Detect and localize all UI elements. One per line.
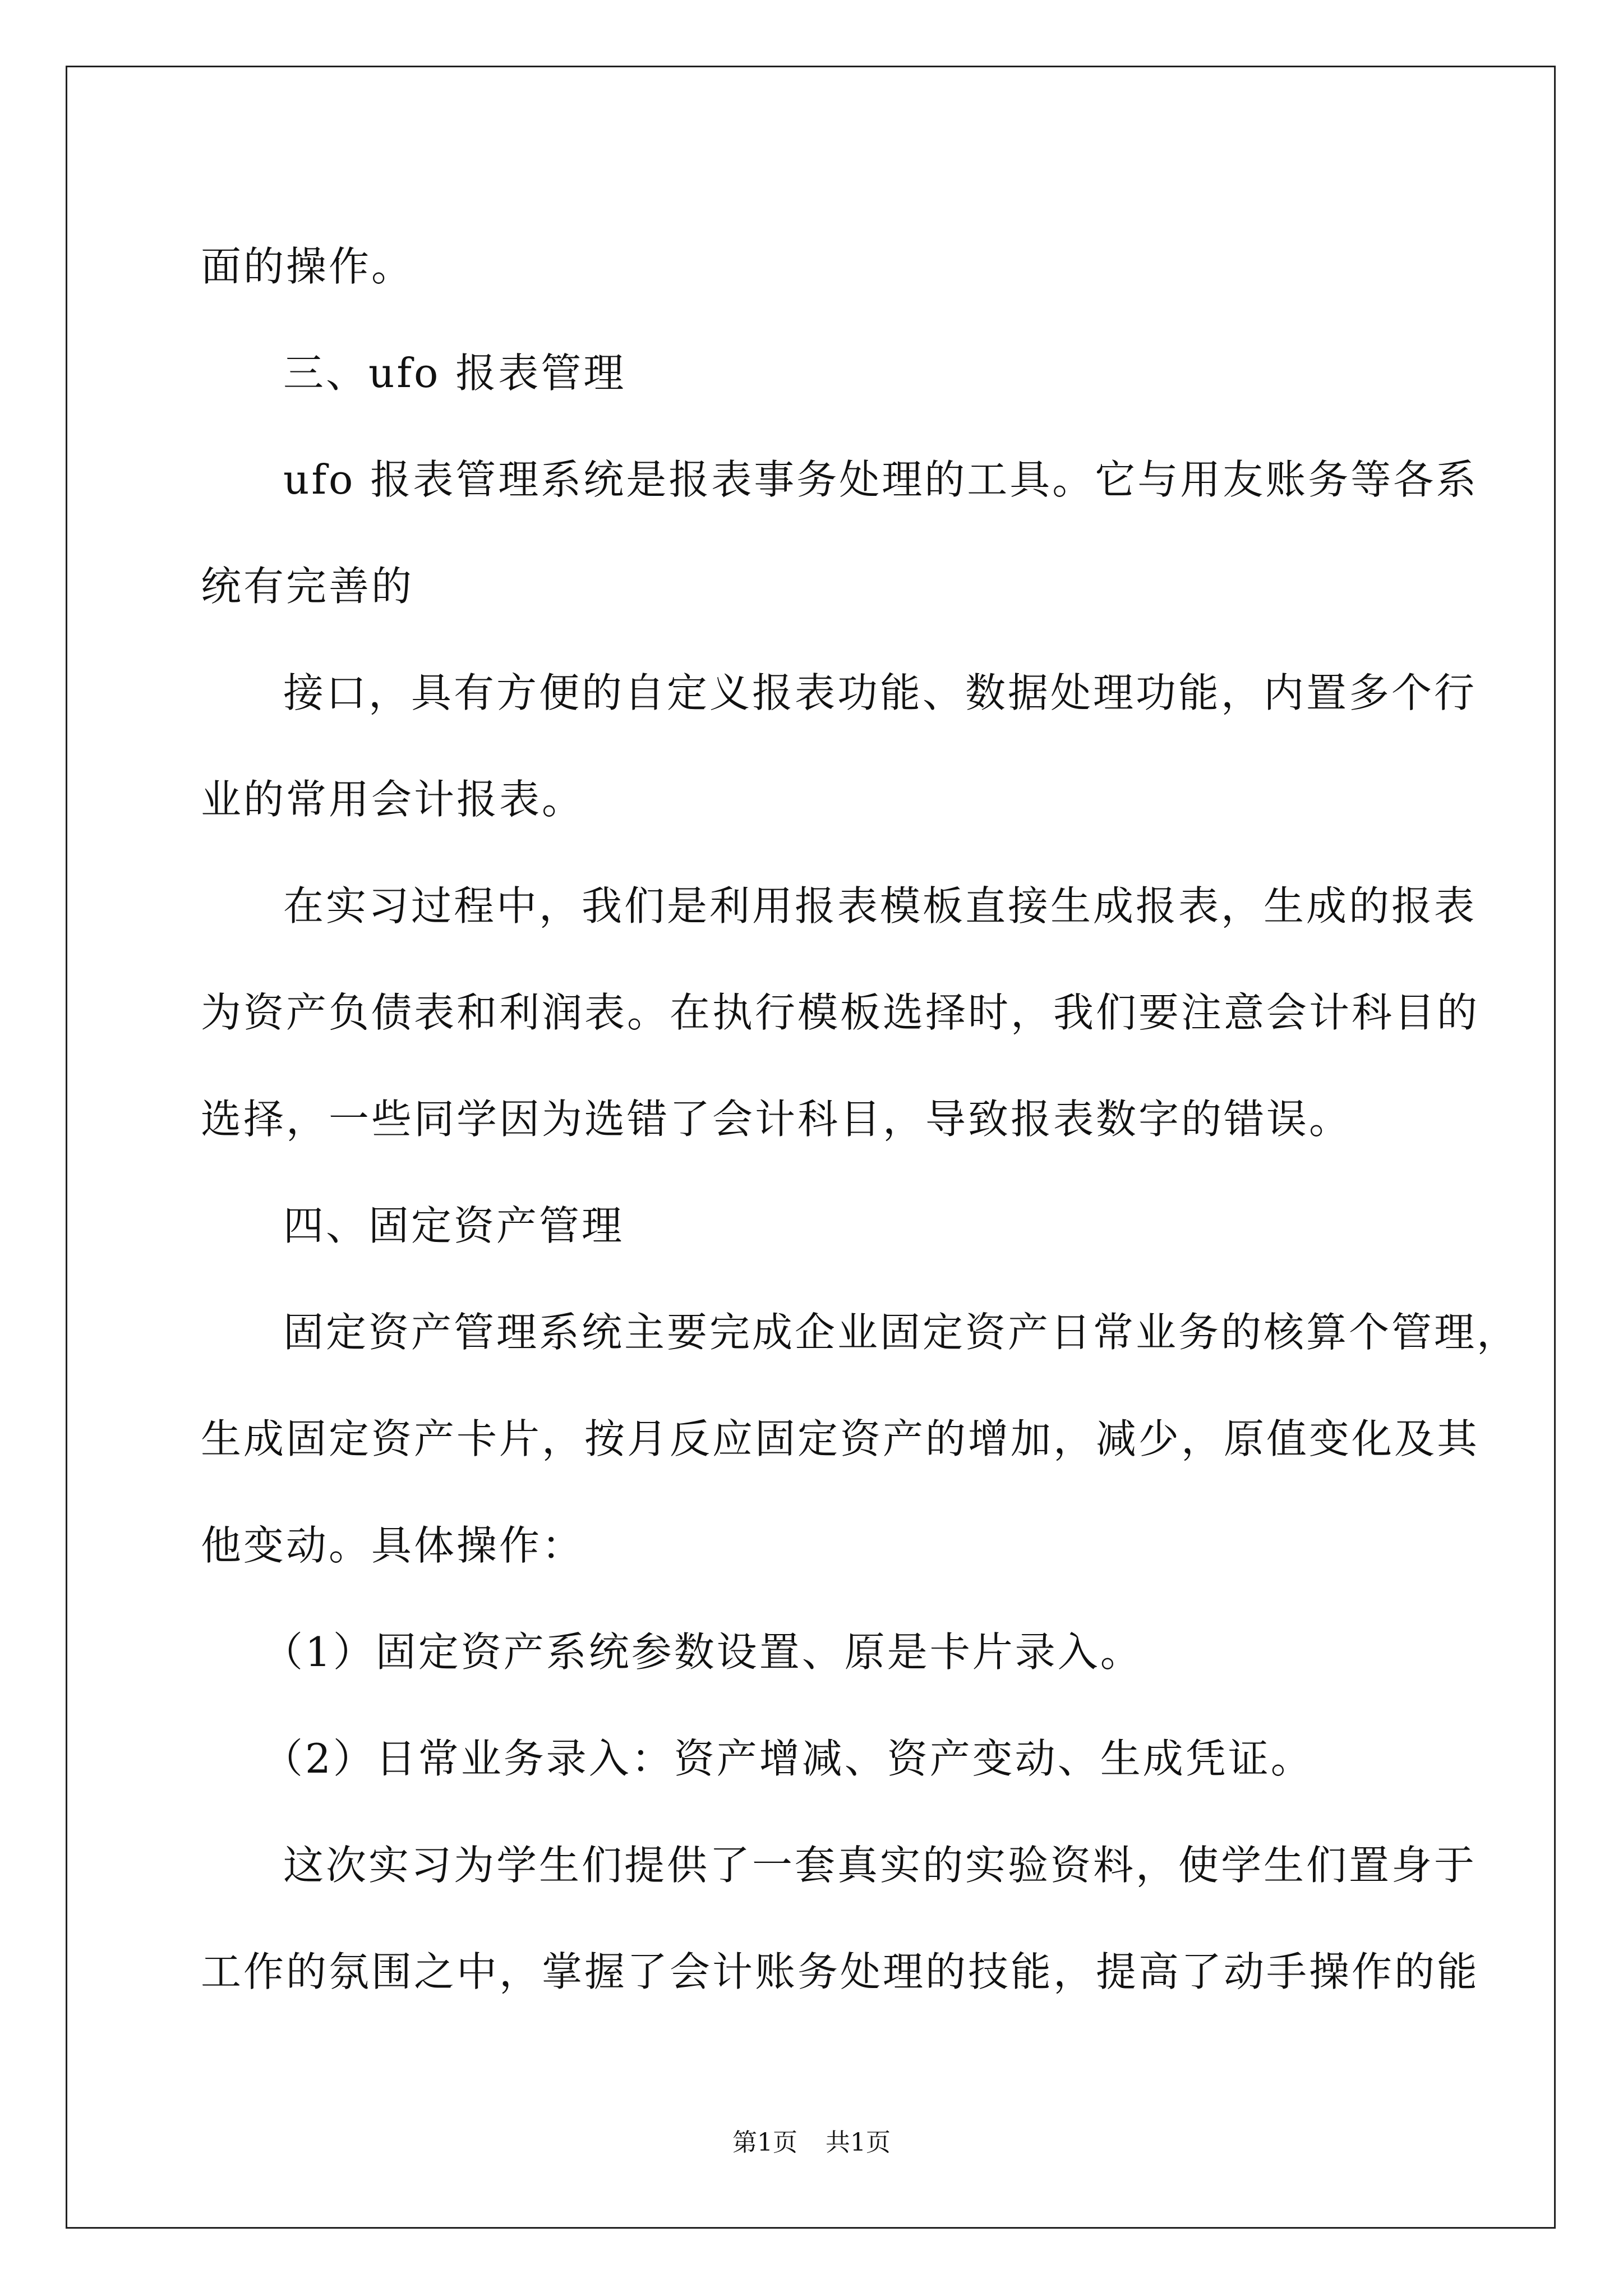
text-line: 业的常用会计报表。 <box>201 776 585 823</box>
list-item: （1）固定资产系统参数设置、原是卡片录入。 <box>262 1628 1143 1676</box>
text-line: 这次实习为学生们提供了一套真实的实验资料，使学生们置身于 <box>283 1842 1477 1889</box>
text-line: 统有完善的 <box>201 563 414 610</box>
list-item: （2）日常业务录入：资产增减、资产变动、生成凭证。 <box>262 1735 1313 1782</box>
text-line: 在实习过程中，我们是利用报表模板直接生成报表，生成的报表 <box>283 882 1477 930</box>
document-body <box>201 213 1520 2025</box>
text-line: 为资产负债表和利润表。在执行模板选择时，我们要注意会计科目的 <box>201 989 1480 1036</box>
text-line: ufo 报表管理系统是报表事务处理的工具。它与用友账务等各系 <box>283 456 1479 503</box>
text-line: 生成固定资产卡片，按月反应固定资产的增加，减少，原值变化及其 <box>201 1415 1480 1462</box>
section-heading: 三、ufo 报表管理 <box>283 349 626 397</box>
text-line: 选择，一些同学因为选错了会计科目，导致报表数字的错误。 <box>201 1096 1352 1143</box>
text-line: 接口，具有方便的自定义报表功能、数据处理功能，内置多个行 <box>283 669 1477 716</box>
text-line: 工作的氛围之中，掌握了会计账务处理的技能，提高了动手操作的能 <box>201 1948 1480 1995</box>
page-number: 第1页 <box>732 2128 797 2157</box>
text-line: 他变动。具体操作： <box>201 1522 585 1569</box>
page-total: 共1页 <box>826 2128 891 2157</box>
text-line: 固定资产管理系统主要完成企业固定资产日常业务的核算个管理， <box>283 1309 1520 1356</box>
text-line: 面的操作。 <box>201 243 414 290</box>
section-heading: 四、固定资产管理 <box>283 1202 625 1249</box>
page-footer <box>0 2126 1623 2160</box>
